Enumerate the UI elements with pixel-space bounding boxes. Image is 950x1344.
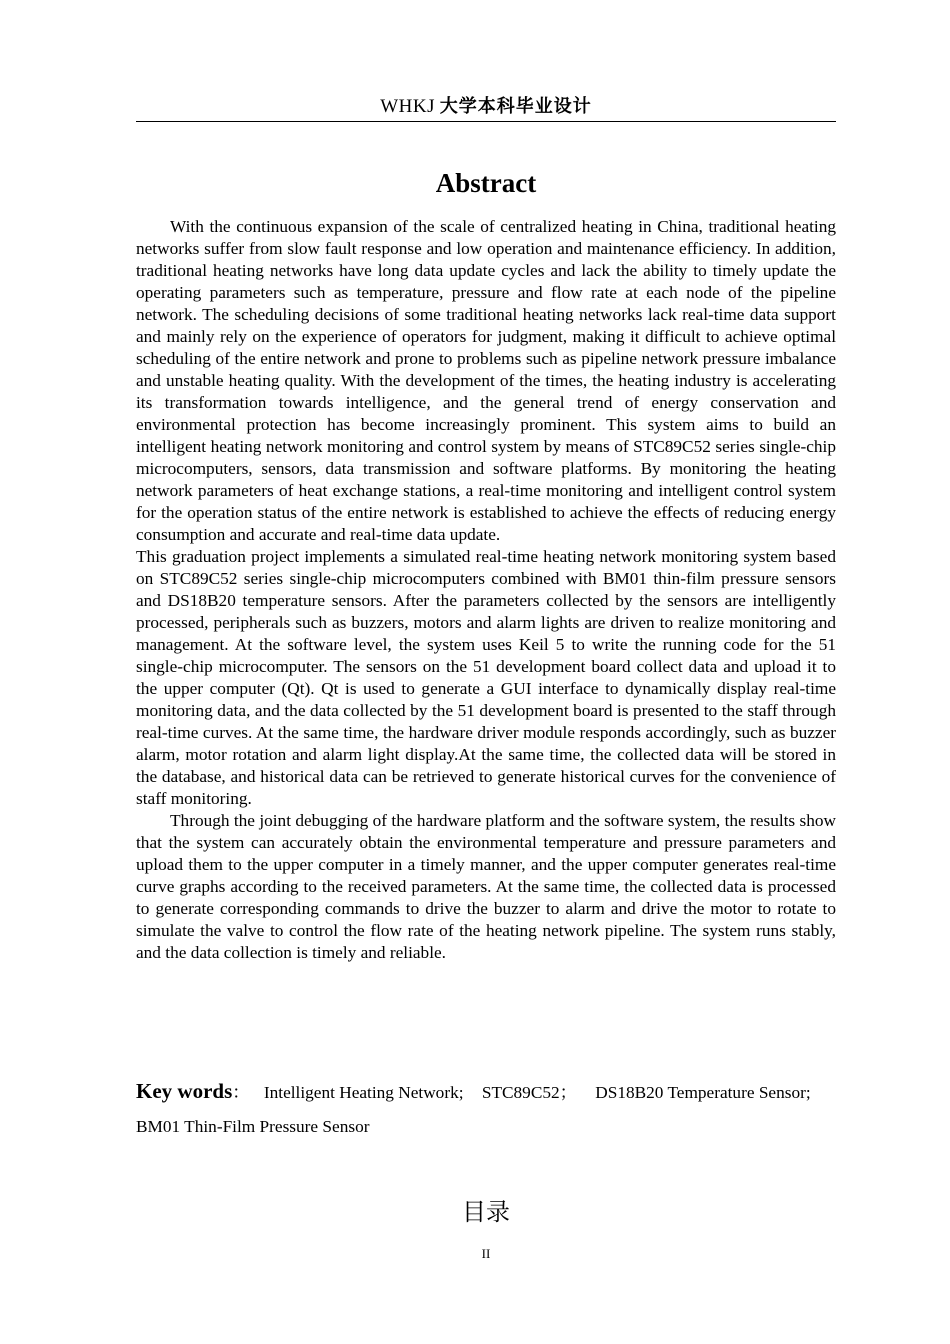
keyword-item: STC89C52；: [481, 1083, 577, 1102]
keyword-item: Intelligent Heating Network;: [263, 1083, 464, 1102]
keyword-item: DS18B20 Temperature Sensor;: [595, 1083, 811, 1102]
abstract-body: [136, 216, 836, 964]
abstract-paragraph-2: This graduation project implements a simulated real-time heating network monitoring system based on STC89C52 series single-chip microcomputers combined with BM01 thin-film pressure sensors and DS18B20 temperature sensors. After the parameters collected by the sensors are intelligently processed, peripherals such as buzzers, motors and alarm lights are driven to realize monitoring and management. At the software level, the system uses Keil 5 to write the running code for the 51 single-chip microcomputer. The sensors on the 51 development board collect data and upload it to the upper computer (Qt). Qt is used to generate a GUI interface to dynamically display real-time monitoring data, and the data collected by the 51 development board is presented to the staff through real-time curves. At the same time, the hardware driver module responds accordingly, such as buzzer alarm, motor rotation and alarm light display.At the same time, the collected data will be stored in the database, and historical data can be retrieved to generate historical curves for the convenience of staff monitoring.: [136, 547, 836, 808]
keywords-label: Key words: [136, 1079, 233, 1103]
running-header: [136, 93, 836, 121]
header-cjk: 大学本科毕业设计: [439, 96, 592, 117]
keywords-section: [136, 1074, 836, 1144]
page-number: II: [481, 1246, 491, 1261]
abstract-paragraph-1: With the continuous expansion of the scale of centralized heating in China, traditional heating networks suffer from slow fault response and low operation and maintenance efficiency. In addition, traditional heating networks have long data update cycles and lack the ability to timely update the operating parameters such as temperature, pressure and flow rate at each node of the pipeline network. The scheduling decisions of some traditional heating networks lack real-time data support and mainly rely on the experience of operators for judgment, making it difficult to achieve optimal scheduling of the entire network and prone to problems such as pipeline network pressure imbalance and unstable heating quality. With the development of the times, the heating industry is accelerating its transformation towards intelligence, and the general trend of energy conservation and environmental protection has become increasingly prominent. This system aims to build an intelligent heating network monitoring and control system by means of STC89C52 series single-chip microcomputers, sensors, data transmission and software platforms. By monitoring the heating network parameters of heat exchange stations, a real-time monitoring and intelligent control system for the operation status of the entire network is established to achieve the effects of reducing energy consumption and accurate and real-time data update.: [136, 217, 836, 544]
abstract-title: Abstract: [435, 168, 537, 198]
header-latin: WHKJ: [380, 96, 436, 117]
abstract-paragraph-3: Through the joint debugging of the hardware platform and the software system, the results show that the system can accurately obtain the environmental temperature and pressure parameters and upload them to the upper computer in a timely manner, and the upper computer generates real-time curve graphs according to the received parameters. At the same time, the collected data is processed to generate corresponding commands to drive the buzzer to alarm and drive the motor to rotate to simulate the valve to control the flow rate of the heating network pipeline. The system runs stably, and the data collection is timely and reliable.: [136, 811, 836, 962]
keywords-separator: ：: [232, 1083, 250, 1102]
header-rule: [136, 121, 836, 122]
toc-title: 目录: [462, 1198, 510, 1226]
keyword-item: BM01 Thin-Film Pressure Sensor: [136, 1117, 370, 1136]
